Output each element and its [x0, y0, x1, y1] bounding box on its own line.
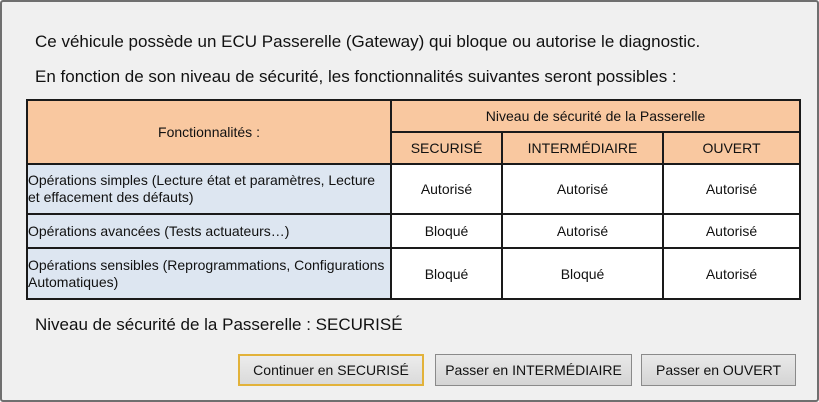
- level-column-header: Niveau de sécurité de la Passerelle: [391, 100, 800, 132]
- feature-column-header: Fonctionnalités :: [27, 100, 391, 164]
- table-cell: Autorisé: [663, 248, 800, 299]
- level-header-intermediaire: INTERMÉDIAIRE: [502, 132, 663, 164]
- table-row: [27, 214, 800, 248]
- feature-label: Opérations sensibles (Reprogrammations, Configurations Automatiques): [27, 248, 391, 299]
- current-security-level: Niveau de sécurité de la Passerelle : SECURISÉ: [35, 315, 403, 334]
- table-cell: Autorisé: [502, 164, 663, 214]
- level-header-ouvert: OUVERT: [663, 132, 800, 164]
- feature-label: Opérations simples (Lecture état et paramètres, Lecture et effacement des défauts): [27, 164, 391, 214]
- table-cell: Bloqué: [502, 248, 663, 299]
- table-row: [27, 248, 800, 299]
- table-row: [27, 164, 800, 214]
- table-cell: Autorisé: [502, 214, 663, 248]
- table-cell: Bloqué: [391, 214, 502, 248]
- table-cell: Autorisé: [663, 214, 800, 248]
- level-header-securise: SECURISÉ: [391, 132, 502, 164]
- features-table: [26, 99, 801, 300]
- switch-intermediaire-button[interactable]: Passer en INTERMÉDIAIRE: [435, 354, 632, 386]
- table-cell: Autorisé: [663, 164, 800, 214]
- continue-securise-button[interactable]: Continuer en SECURISÉ: [238, 354, 424, 386]
- switch-ouvert-button[interactable]: Passer en OUVERT: [641, 354, 796, 386]
- intro-text: Ce véhicule possède un ECU Passerelle (Gateway) qui bloque ou autorise le diagnostic.: [35, 32, 701, 51]
- feature-label: Opérations avancées (Tests actuateurs…): [27, 214, 391, 248]
- subintro-text: En fonction de son niveau de sécurité, les fonctionnalités suivantes seront possibles :: [35, 67, 677, 86]
- table-cell: Autorisé: [391, 164, 502, 214]
- table-cell: Bloqué: [391, 248, 502, 299]
